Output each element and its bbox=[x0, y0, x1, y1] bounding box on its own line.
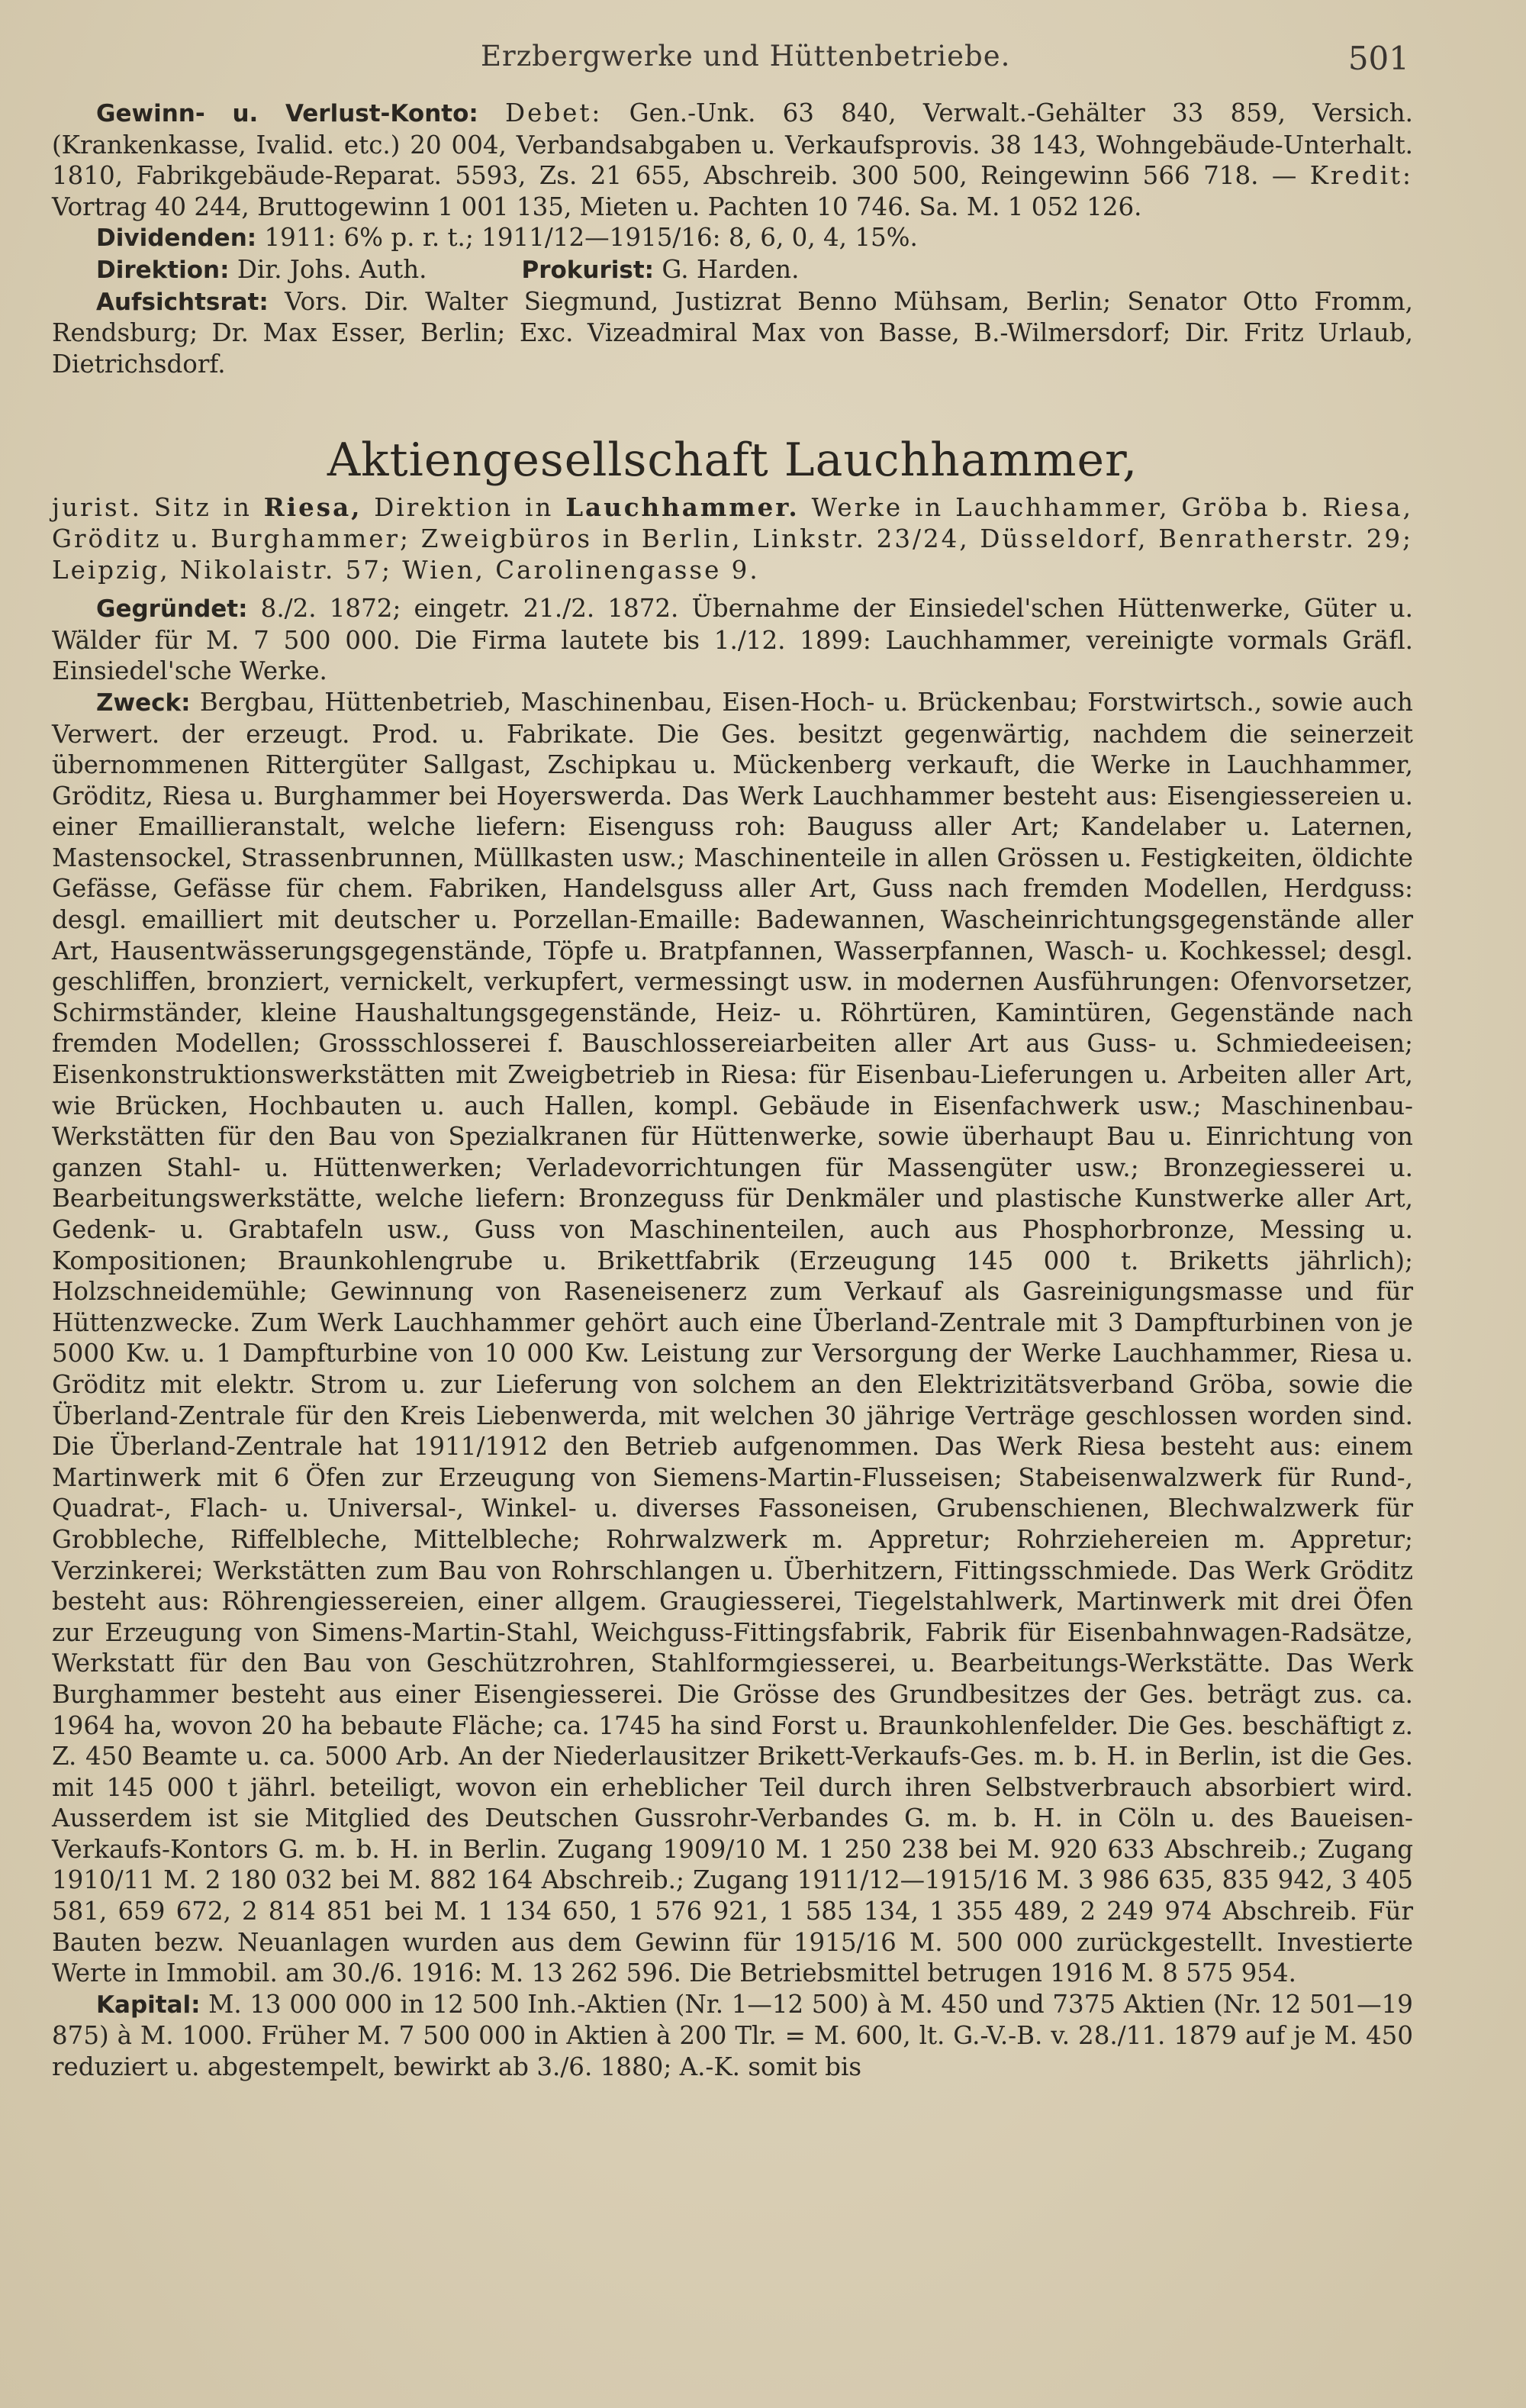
direktion-paragraph bbox=[52, 254, 1413, 286]
gegruendet-paragraph bbox=[52, 593, 1413, 687]
section-title: Erzbergwerke und Hüttenbetriebe. bbox=[481, 40, 1011, 73]
aufsichtsrat-paragraph bbox=[52, 286, 1413, 380]
dividenden-label: Dividenden: bbox=[96, 224, 257, 253]
kapital-text: M. 13 000 000 in 12 500 Inh.-Aktien (Nr. 1—12 500) à M. 450 und 7375 Aktien (Nr. 12 501—19 875) à M. 1000. Früher M. 7 500 000 in Aktien à 200 Tlr. = M. 600, lt. G.-V.-B. v. 28./11. 1879 auf je M. 450 reduziert u. abgestempelt, bewirkt ab 3./6. 1880; A.-K. somit bis bbox=[52, 1989, 1413, 2082]
debet-text: Gen.-Unk. 63 840, Verwalt.-Gehälter 33 859, Versich. (Krankenkasse, Ivalid. etc.) 20 004, Verbandsabgaben u. Verkaufsprovis. 38 143, Wohngebäude-Unterhalt. 1810, Fabrikgebäude-Reparat. 5593, Zs. 21 655, Abschreib. 300 500, Reingewinn 566 718. — bbox=[52, 98, 1413, 191]
kapital-label: Kapital: bbox=[96, 1991, 201, 2019]
company-intro-paragraph bbox=[52, 492, 1413, 585]
direktion-name: Lauchhammer. bbox=[565, 492, 800, 523]
intro-text-c: Werke in Lauchhammer, Gröba b. Riesa, Gröditz u. Burghammer; Zweigbüros in Berlin, Linkstr. 23/24, Düsseldorf, Benratherstr. 29; Leipzig, Nikolaistr. 57; Wien, Carolinengasse 9. bbox=[52, 493, 1413, 585]
prokurist-label: Prokurist: bbox=[521, 256, 655, 284]
running-head bbox=[0, 40, 1526, 85]
company-title: Aktiengesellschaft Lauchhammer, bbox=[327, 434, 1138, 488]
dividenden-text: 1911: 6% p. r. t.; 1911/12—1915/16: 8, 6, 0, 4, 15%. bbox=[256, 223, 918, 253]
prokurist-text: G. Harden. bbox=[654, 254, 800, 284]
zweck-label: Zweck: bbox=[96, 688, 191, 717]
spacer bbox=[52, 585, 1413, 593]
aufsichtsrat-label: Aufsichtsrat: bbox=[96, 288, 269, 316]
intro-text-a: jurist. Sitz in bbox=[52, 493, 264, 523]
sitz-name: Riesa, bbox=[263, 492, 362, 523]
intro-text-b: Direktion in bbox=[362, 493, 566, 523]
kredit-label: Kredit: bbox=[1309, 161, 1413, 191]
kredit-text: Vortrag 40 244, Bruttogewinn 1 001 135, Mieten u. Pachten 10 746. Sa. M. 1 052 126. bbox=[52, 192, 1142, 221]
aufsichtsrat-text: Vors. Dir. Walter Siegmund, Justizrat Benno Mühsam, Berlin; Senator Otto Fromm, Rendsburg; Dr. Max Esser, Berlin; Exc. Vizeadmiral Max von Basse, B.-Wilmersdorf; Dir. Fritz Urlaub, Dietrichsdorf. bbox=[52, 286, 1413, 379]
gegruendet-text: 8./2. 1872; eingetr. 21./2. 1872. Übernahme der Einsiedel'schen Hüttenwerke, Güter u. Wälder für M. 7 500 000. Die Firma lautete bis 1./12. 1899: Lauchhammer, vereinigte vormals Gräfl. Einsiedel'sche Werke. bbox=[52, 594, 1413, 686]
debet-label: Debet: bbox=[505, 98, 603, 127]
text-column bbox=[52, 98, 1413, 2083]
zweck-text: Bergbau, Hüttenbetrieb, Maschinenbau, Eisen-Hoch- u. Brückenbau; Forstwirtsch., sowie auch Verwert. der erzeugt. Prod. u. Fabrikate. Die Ges. besitzt gegenwärtig, nachdem die seinerzeit übernommenen Rittergüter Sallgast, Zschipkau u. Mückenberg verkauft, die Werke in Lauchhammer, Gröditz, Riesa u. Burghammer bei Hoyerswerda. Das Werk Lauchhammer besteht aus: Eisengiessereien u. einer Emaillieranstalt, welche liefern: Eisenguss roh: Bauguss aller Art; Kandelaber u. Laternen, Mastensockel, Strassenbrunnen, Müllkasten usw.; Maschinenteile in allen Grössen u. Festigkeiten, öldichte Gefässe, Gefässe für chem. Fabriken, Handelsguss aller Art, Guss nach fremden Modellen, Herdguss: desgl. emailliert mit deutscher u. Porzellan-Emaille: Badewannen, Wascheinrichtungsgegenstände aller Art, Hausentwässerungsgegenstände, Töpfe u. Bratpfannen, Wasserpfannen, Wasch- u. Kochkessel; desgl. geschliffen, bronziert, vernickelt, verkupfert, vermessingt usw. in modernen Ausführungen: Ofenvorsetzer, Schirmständer, kleine Haushaltungsgegenstände, Heiz- u. Röhrtüren, Kamintüren, Gegenstände nach fremden Modellen; Grossschlosserei f. Bauschlossereiarbeiten aller Art aus Guss- u. Schmiedeeisen; Eisenkonstruktionswerkstätten mit Zweigbetrieb in Riesa: für Eisenbau-Lieferungen u. Arbeiten aller Art, wie Brücken, Hochbauten u. auch Hallen, kompl. Gebäude in Eisenfachwerk usw.; Maschinenbau-Werkstätten für den Bau von Spezialkranen für Hüttenwerke, sowie überhaupt Bau u. Einrichtung von ganzen Stahl- u. Hüttenwerken; Verladevorrichtungen für Massengüter usw.; Bronzegiesserei u. Bearbeitungswerkstätte, welche liefern: Bronzeguss für Denkmäler und plastische Kunstwerke aller Art, Gedenk- u. Grabtafeln usw., Guss von Maschinenteilen, auch aus Phosphorbronze, Messing u. Kompositionen; Braunkohlengrube u. Brikettfabrik (Erzeugung 145 000 t. Briketts jährlich); Holzschneidemühle; Gewinnung von Raseneisenerz zum Verkauf als Gasreinigungsmasse und für Hüttenzwecke. Zum Werk Lauchhammer gehört auch eine Überland-Zentrale mit 3 Dampfturbinen von je 5000 Kw. u. 1 Dampfturbine von 10 000 Kw. Leistung zur Versorgung der Werke Lauchhammer, Riesa u. Gröditz mit elektr. Strom u. zur Lieferung von solchem an den Elektrizitätsverband Gröba, sowie die Überland-Zentrale für den Kreis Liebenwerda, mit welchen 30 jährige Verträge geschlossen worden sind. Die Überland-Zentrale hat 1911/1912 den Betrieb aufgenommen. Das Werk Riesa besteht aus: einem Martinwerk mit 6 Öfen zur Erzeugung von Siemens-Martin-Flusseisen; Stabeisenwalzwerk für Rund-, Quadrat-, Flach- u. Universal-, Winkel- u. diverses Fassoneisen, Grubenschienen, Blechwalzwerk für Grobbleche, Riffelbleche, Mittelbleche; Rohrwalzwerk m. Appretur; Rohrziehereien m. Appretur; Verzinkerei; Werkstätten zum Bau von Rohrschlangen u. Überhitzern, Fittingsschmiede. Das Werk Gröditz besteht aus: Röhrengiessereien, einer allgem. Graugiesserei, Tiegelstahlwerk, Martinwerk mit drei Öfen zur Erzeugung von Simens-Martin-Stahl, Weichguss-Fittingsfabrik, Fabrik für Eisenbahnwagen-Radsätze, Werkstatt für den Bau von Geschützrohren, Stahlformgiesserei, u. Bearbeitungs-Werkstätte. Das Werk Burghammer besteht aus einer Eisengiesserei. Die Grösse des Grundbesitzes der Ges. beträgt zus. ca. 1964 ha, wovon 20 ha bebaute Fläche; ca. 1745 ha sind Forst u. Braunkohlenfelder. Die Ges. beschäftigt z. Z. 450 Beamte u. ca. 5000 Arb. An der Niederlausitzer Brikett-Verkaufs-Ges. m. b. H. in Berlin, ist die Ges. mit 145 000 t jährl. beteiligt, wovon ein erheblicher Teil durch ihren Selbstverbrauch absorbiert wird. Ausserdem ist sie Mitglied des Deutschen Gussrohr-Verbandes G. m. b. H. in Cöln u. des Baueisen-Verkaufs-Kontors G. m. b. H. in Berlin. Zugang 1909/10 M. 1 250 238 bei M. 920 633 Abschreib.; Zugang 1910/11 M. 2 180 032 bei M. 882 164 Abschreib.; Zugang 1911/12—1915/16 M. 3 986 635, 835 942, 3 405 581, 659 672, 2 814 851 bei M. 1 134 650, 1 576 921, 1 585 134, 1 355 489, 2 249 974 Abschreib. Für Bauten bezw. Neuanlagen wurden aus dem Gewinn für 1915/16 M. 500 000 zurückgestellt. Investierte Werte in Immobil. am 30./6. 1916: M. 13 262 596. Die Betriebsmittel betrugen 1916 M. 8 575 954. bbox=[52, 687, 1413, 1988]
kapital-paragraph bbox=[52, 1989, 1413, 2083]
dividenden-paragraph bbox=[52, 222, 1413, 254]
zweck-paragraph bbox=[52, 687, 1413, 1989]
direktion-label: Direktion: bbox=[96, 256, 230, 284]
gegruendet-label: Gegründet: bbox=[96, 595, 248, 624]
gewinn-verlust-paragraph bbox=[52, 98, 1413, 222]
page-number: 501 bbox=[1347, 40, 1409, 77]
gewinn-label: Gewinn- u. Verlust-Konto: bbox=[96, 100, 478, 127]
direktion-text: Dir. Johs. Auth. bbox=[229, 254, 427, 284]
